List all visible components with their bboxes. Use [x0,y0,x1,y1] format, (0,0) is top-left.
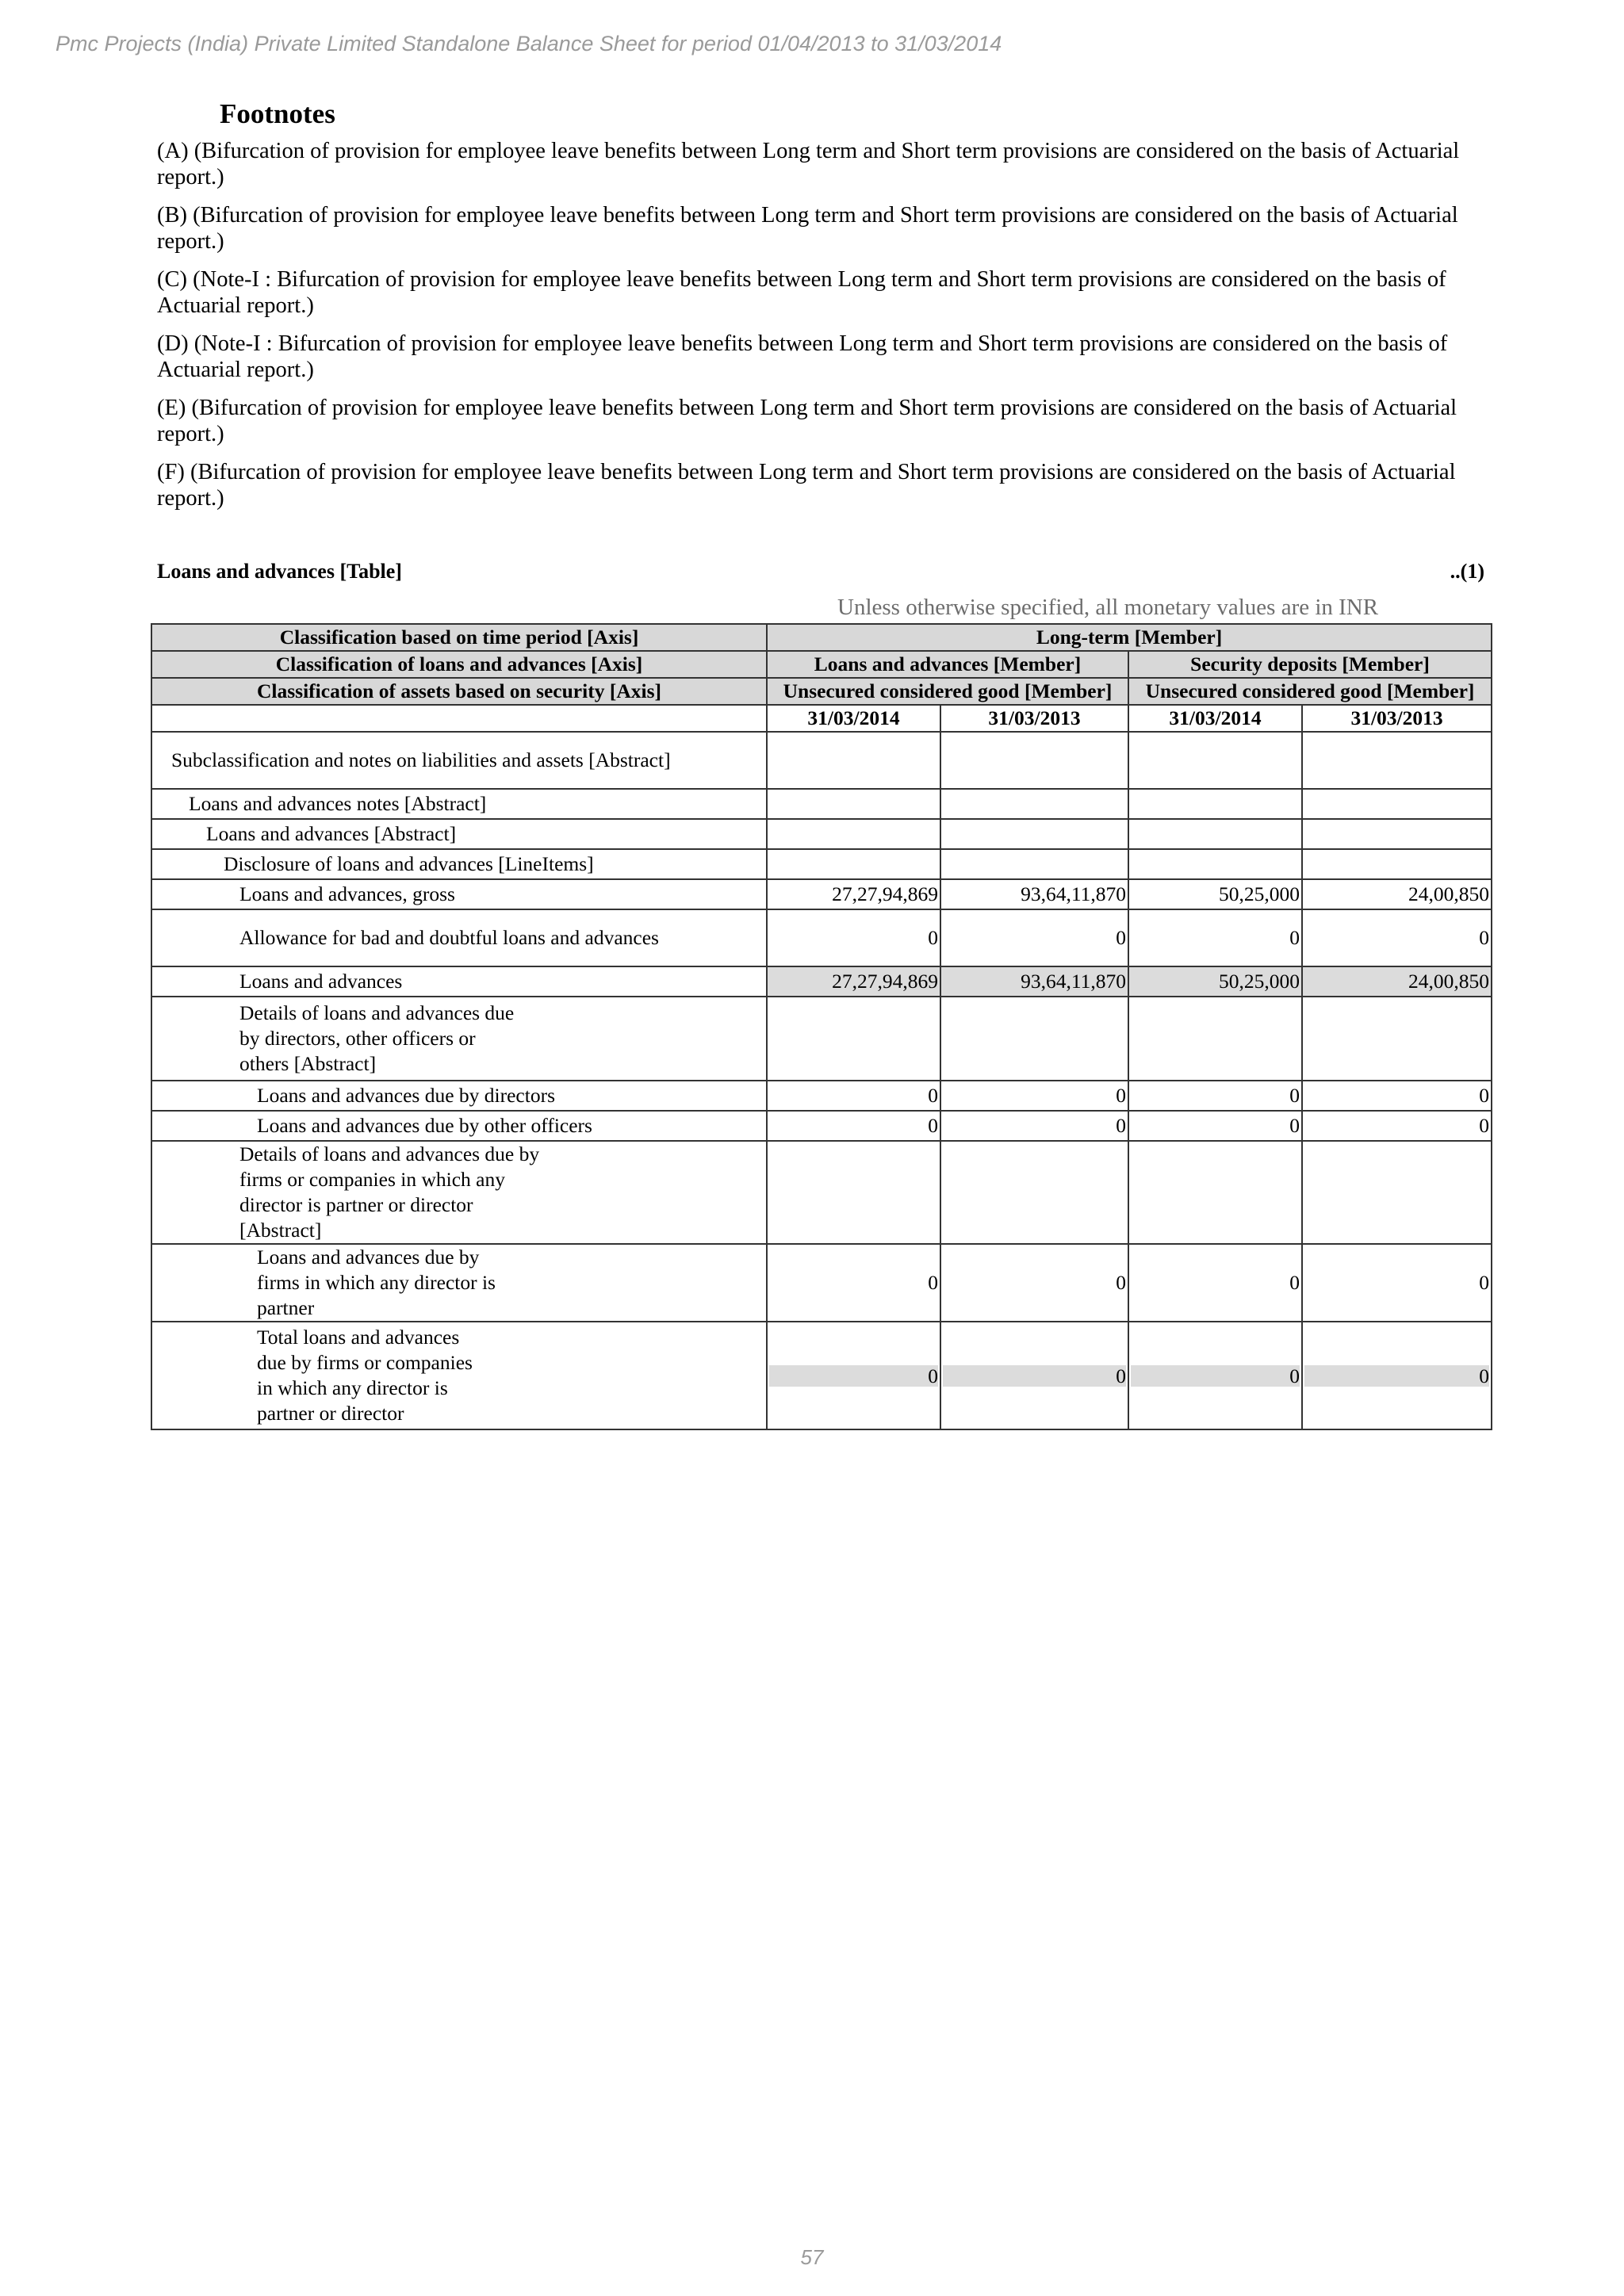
member-label: Loans and advances [Member] [767,651,1128,678]
header-row-dates [151,705,1492,732]
value-cell: 93,64,11,870 [940,966,1128,997]
table-row [151,909,1492,966]
value-cell: 0 [1302,909,1492,966]
value-cell: 0 [1302,1081,1492,1111]
value-cell: 0 [767,909,940,966]
value-cell [1302,997,1492,1081]
footnote: (F) (Bifurcation of provision for employee leave benefits between Long term and Short term provisions are considered on the basis of Actuarial report.) [157,460,1456,511]
empty-cell [151,705,767,732]
footnote: (C) (Note-I : Bifurcation of provision for employee leave benefits between Long term and Short term provisions are considered on the basis of Actuarial report.) [157,267,1446,318]
value-cell: 93,64,11,870 [940,879,1128,909]
value-cell: 0 [1302,1244,1492,1322]
value-cell [1302,789,1492,819]
table-reference: ..(1) [1450,560,1484,583]
value-cell [1302,1322,1492,1429]
table-row [151,879,1492,909]
table-row [151,849,1492,879]
value-cell [767,819,940,849]
value-text: 0 [943,1365,1126,1387]
table-row [151,732,1492,789]
row-label: Total loans and advances due by firms or companies in which any director is partner or director [151,1322,767,1429]
value-cell: 0 [940,1244,1128,1322]
value-cell [1302,732,1492,789]
value-cell [767,1141,940,1244]
value-cell [940,1322,1128,1429]
table-row [151,1081,1492,1111]
row-label: Loans and advances due by directors [151,1081,767,1111]
value-cell [767,849,940,879]
row-label: Subclassification and notes on liabilities and assets [Abstract] [151,732,767,789]
value-cell: 0 [1302,1111,1492,1141]
value-cell: 0 [1128,1111,1302,1141]
member-label: Security deposits [Member] [1128,651,1492,678]
table-row [151,1141,1492,1244]
value-cell [767,789,940,819]
axis-label: Classification of loans and advances [Axis] [151,651,767,678]
value-text: 0 [1304,1365,1489,1387]
date-header: 31/03/2014 [767,705,940,732]
page-header: Pmc Projects (India) Private Limited Standalone Balance Sheet for period 01/04/2013 to 31/03/2014 [56,32,1002,55]
value-cell [940,1141,1128,1244]
footnote: (A) (Bifurcation of provision for employee leave benefits between Long term and Short term provisions are considered on the basis of Actuarial report.) [157,139,1460,189]
row-label: Loans and advances due by other officers [151,1111,767,1141]
table-row-total [151,1322,1492,1429]
value-cell [1302,849,1492,879]
footnote: (D) (Note-I : Bifurcation of provision for employee leave benefits between Long term and Short term provisions are considered on the basis of Actuarial report.) [157,331,1448,382]
date-header: 31/03/2013 [1302,705,1492,732]
member-label: Long-term [Member] [767,624,1492,651]
value-cell [940,819,1128,849]
value-cell [940,732,1128,789]
footnote: (B) (Bifurcation of provision for employee leave benefits between Long term and Short term provisions are considered on the basis of Actuarial report.) [157,203,1458,254]
value-cell [767,997,940,1081]
date-header: 31/03/2013 [940,705,1128,732]
value-text: 0 [769,1365,938,1387]
value-cell [940,849,1128,879]
row-label: Details of loans and advances due by firms or companies in which any director is partner or director [Abstract] [151,1141,767,1244]
value-cell [767,732,940,789]
value-cell: 0 [767,1244,940,1322]
value-cell: 0 [767,1111,940,1141]
value-cell: 0 [1128,1244,1302,1322]
loans-table [151,623,1492,1430]
value-cell [940,997,1128,1081]
value-cell: 0 [940,1081,1128,1111]
value-cell: 50,25,000 [1128,966,1302,997]
value-cell [1128,997,1302,1081]
table-row-total [151,966,1492,997]
unit-note: Unless otherwise specified, all monetary values are in INR [837,595,1379,620]
table-row [151,1244,1492,1322]
footnote: (E) (Bifurcation of provision for employee leave benefits between Long term and Short term provisions are considered on the basis of Actuarial report.) [157,396,1457,446]
axis-label: Classification based on time period [Axis] [151,624,767,651]
table-row [151,997,1492,1081]
value-cell [1302,1141,1492,1244]
header-row-time-period [151,624,1492,651]
value-cell: 24,00,850 [1302,879,1492,909]
value-cell: 27,27,94,869 [767,966,940,997]
row-label: Allowance for bad and doubtful loans and advances [151,909,767,966]
header-row-loans [151,651,1492,678]
value-text: 0 [1131,1365,1300,1387]
header-row-security [151,678,1492,705]
date-header: 31/03/2014 [1128,705,1302,732]
value-cell [940,789,1128,819]
value-cell [1128,1141,1302,1244]
table-row [151,1111,1492,1141]
row-label: Loans and advances notes [Abstract] [151,789,767,819]
member-label: Unsecured considered good [Member] [1128,678,1492,705]
value-cell [1128,1322,1302,1429]
row-label: Loans and advances [151,966,767,997]
table-title: Loans and advances [Table] [157,560,402,583]
row-label: Details of loans and advances due by directors, other officers or others [Abstract] [151,997,767,1081]
value-cell [1128,789,1302,819]
value-cell: 0 [1128,1081,1302,1111]
row-label: Disclosure of loans and advances [LineItems] [151,849,767,879]
value-cell [1128,849,1302,879]
member-label: Unsecured considered good [Member] [767,678,1128,705]
footnotes-list [157,138,1473,523]
value-cell [1302,819,1492,849]
value-cell: 0 [1128,909,1302,966]
value-cell: 0 [767,1081,940,1111]
footnotes-title: Footnotes [220,98,335,129]
row-label: Loans and advances, gross [151,879,767,909]
axis-label: Classification of assets based on security [Axis] [151,678,767,705]
value-cell [1128,732,1302,789]
value-cell: 24,00,850 [1302,966,1492,997]
value-cell: 50,25,000 [1128,879,1302,909]
table-row [151,789,1492,819]
value-cell: 27,27,94,869 [767,879,940,909]
row-label: Loans and advances [Abstract] [151,819,767,849]
page-number: 57 [800,2245,824,2269]
value-cell: 0 [940,909,1128,966]
row-label: Loans and advances due by firms in which any director is partner [151,1244,767,1322]
table-row [151,819,1492,849]
value-cell [767,1322,940,1429]
value-cell: 0 [940,1111,1128,1141]
value-cell [1128,819,1302,849]
